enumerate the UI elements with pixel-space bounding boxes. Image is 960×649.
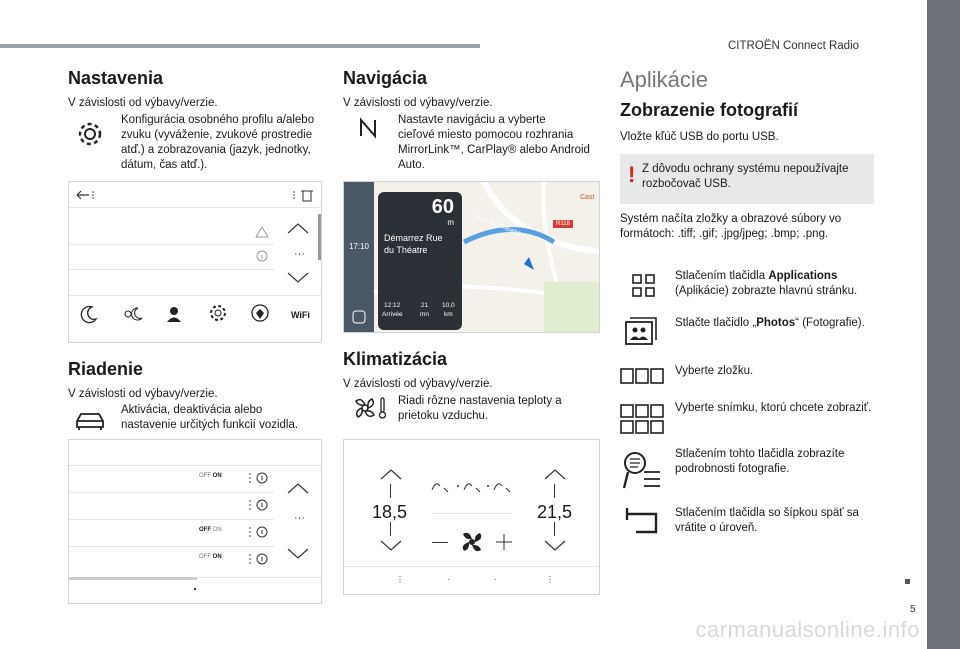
privacy-icon[interactable] (249, 302, 271, 324)
distance-value: 60 (431, 196, 454, 218)
watermark: carmanualsonline.info (695, 617, 920, 642)
guidance-card: 60 m Démarrez Rue du Théatre 12:12 Arrivée 21 mn 10,0 km (378, 192, 462, 330)
step-photos: Stlačte tlačidlo „Photos“ (Fotografie). (675, 317, 865, 329)
row-4-options-icon[interactable] (247, 553, 269, 565)
navigation-north-icon (356, 116, 380, 140)
nastavenia-desc: Konfigurácia osobného profilu a/alebo zvuku (vyváženie, zvukové prostredie atď.) a zobrazovania (jazyk, jednotky, dátum, čas atď.). (121, 114, 315, 171)
back-arrow-icon[interactable] (75, 188, 95, 202)
nastavenia-intro: V závislosti od výbavy/verzie. (68, 97, 218, 109)
settings-gear-icon[interactable] (207, 302, 229, 324)
clock: 17:10 (348, 242, 370, 251)
fan-icon (458, 528, 486, 556)
left-temp-up-icon[interactable] (380, 468, 402, 480)
klimatizacia-desc: Riadi rôzne nastavenia teploty a prietoku vzduchu. (398, 395, 562, 422)
settings-screen-mock (68, 181, 322, 343)
toggle-2[interactable]: OFF ON (199, 527, 222, 533)
info-icon (256, 250, 268, 262)
formats-text: Systém načíta zložky a obrazové súbory vo formátoch: .tiff; .gif; .jpg/jpeg; .bmp; .png. (620, 213, 842, 240)
street-name: Démarrez Rue du Théatre (384, 233, 443, 255)
air-distribution-icons[interactable] (430, 476, 520, 496)
navigacia-desc: Nastavte navigáciu a vyberte cieľové miesto pomocou rozhrania MirrorLink™, CarPlay® alebo Android Auto. (398, 114, 590, 171)
day-night-icon[interactable] (121, 304, 145, 324)
page-number: 5 (910, 604, 916, 615)
scroll-up-icon[interactable] (287, 222, 309, 234)
row-3-options-icon[interactable] (247, 526, 269, 538)
scroll-up-icon[interactable] (287, 482, 309, 494)
section-title-klimatizacia: Klimatizácia (343, 349, 448, 369)
climate-screen-mock: 18,5 21,5 ⋮ · · ⋮ (343, 439, 600, 595)
profile-icon[interactable] (163, 304, 185, 324)
fan-decrease-button[interactable] (432, 542, 448, 543)
poi-label: Cast (580, 194, 595, 201)
klimatizacia-intro: V závislosti od výbavy/verzie. (343, 378, 493, 390)
section-title-riadenie: Riadenie (68, 359, 144, 379)
road-label: Rue du Théatre (474, 213, 523, 238)
images-grid-icon (620, 404, 664, 434)
toggle-1[interactable]: OFF ON (199, 473, 222, 479)
right-temperature: 21,5 (537, 502, 573, 522)
navigation-map-mock (343, 181, 600, 333)
step-details: Stlačením tohto tlačidla zobrazíte podrobnosti fotografie. (675, 448, 845, 475)
section-title-nastavenia: Nastavenia (68, 68, 164, 88)
warning-icon (255, 226, 269, 238)
vehicle-screen-mock (68, 439, 322, 604)
fan-increase-button[interactable] (496, 534, 512, 550)
page-marker (905, 579, 910, 584)
step-image: Vyberte snímku, ktorú chcete zobraziť. (675, 402, 872, 414)
section-title-aplikacie: Aplikácie (620, 67, 709, 92)
riadenie-desc: Aktivácia, deaktivácia alebo nastavenie určitých funkcií vozidla. (121, 404, 299, 431)
night-mode-icon[interactable] (79, 304, 99, 324)
scroll-down-icon[interactable] (287, 272, 309, 284)
step-back: Stlačením tlačidla so šípkou späť sa vrátite o úroveň. (675, 507, 859, 534)
more-dots: ··· (294, 248, 305, 260)
step-folder: Vyberte zložku. (675, 365, 754, 377)
more-dots: ··· (294, 512, 305, 524)
page-sidebar (927, 0, 960, 649)
photo-details-icon (622, 450, 662, 490)
toggle-3[interactable]: OFF ON (199, 554, 222, 560)
distance-unit: m (447, 218, 454, 227)
header-title: CITROËN Connect Radio (728, 40, 860, 52)
row-1-options-icon[interactable] (247, 472, 269, 484)
header-rule (0, 44, 480, 48)
riadenie-intro: V závislosti od výbavy/verzie. (68, 388, 218, 400)
applications-grid-icon (632, 274, 656, 298)
wifi-button[interactable]: WiFi (291, 310, 310, 320)
left-temp-down-icon[interactable] (380, 540, 402, 552)
page-dot (194, 588, 196, 590)
trash-icon[interactable] (291, 188, 315, 202)
folders-icon (620, 368, 664, 384)
photos-icon (624, 316, 658, 346)
road-badge: R118 (553, 220, 573, 228)
section-title-navigacia: Navigácia (343, 68, 428, 88)
scrollbar[interactable] (318, 214, 321, 260)
back-arrow-icon (624, 506, 660, 534)
right-temp-down-icon[interactable] (544, 540, 566, 552)
warning-box (620, 154, 874, 204)
home-square-icon[interactable] (352, 310, 366, 324)
gear-icon (76, 120, 104, 148)
warning-text: Z dôvodu ochrany systému nepoužívajte rozbočovač USB. (642, 163, 849, 190)
row-2-options-icon[interactable] (247, 499, 269, 511)
usb-instruction: Vložte kľúč USB do portu USB. (620, 131, 779, 143)
progress-bar (69, 577, 197, 580)
left-temperature: 18,5 (372, 502, 408, 522)
right-temp-up-icon[interactable] (544, 468, 566, 480)
fan-temperature-icon (352, 395, 388, 421)
navigacia-intro: V závislosti od výbavy/verzie. (343, 97, 493, 109)
exclamation-icon: ! (628, 162, 636, 187)
scroll-down-icon[interactable] (287, 548, 309, 560)
car-icon (74, 410, 106, 432)
step-applications: Stlačením tlačidla Applications (Aplikácie) zobrazte hlavnú stránku. (675, 270, 858, 297)
subsection-title-photos: Zobrazenie fotografií (620, 100, 799, 120)
